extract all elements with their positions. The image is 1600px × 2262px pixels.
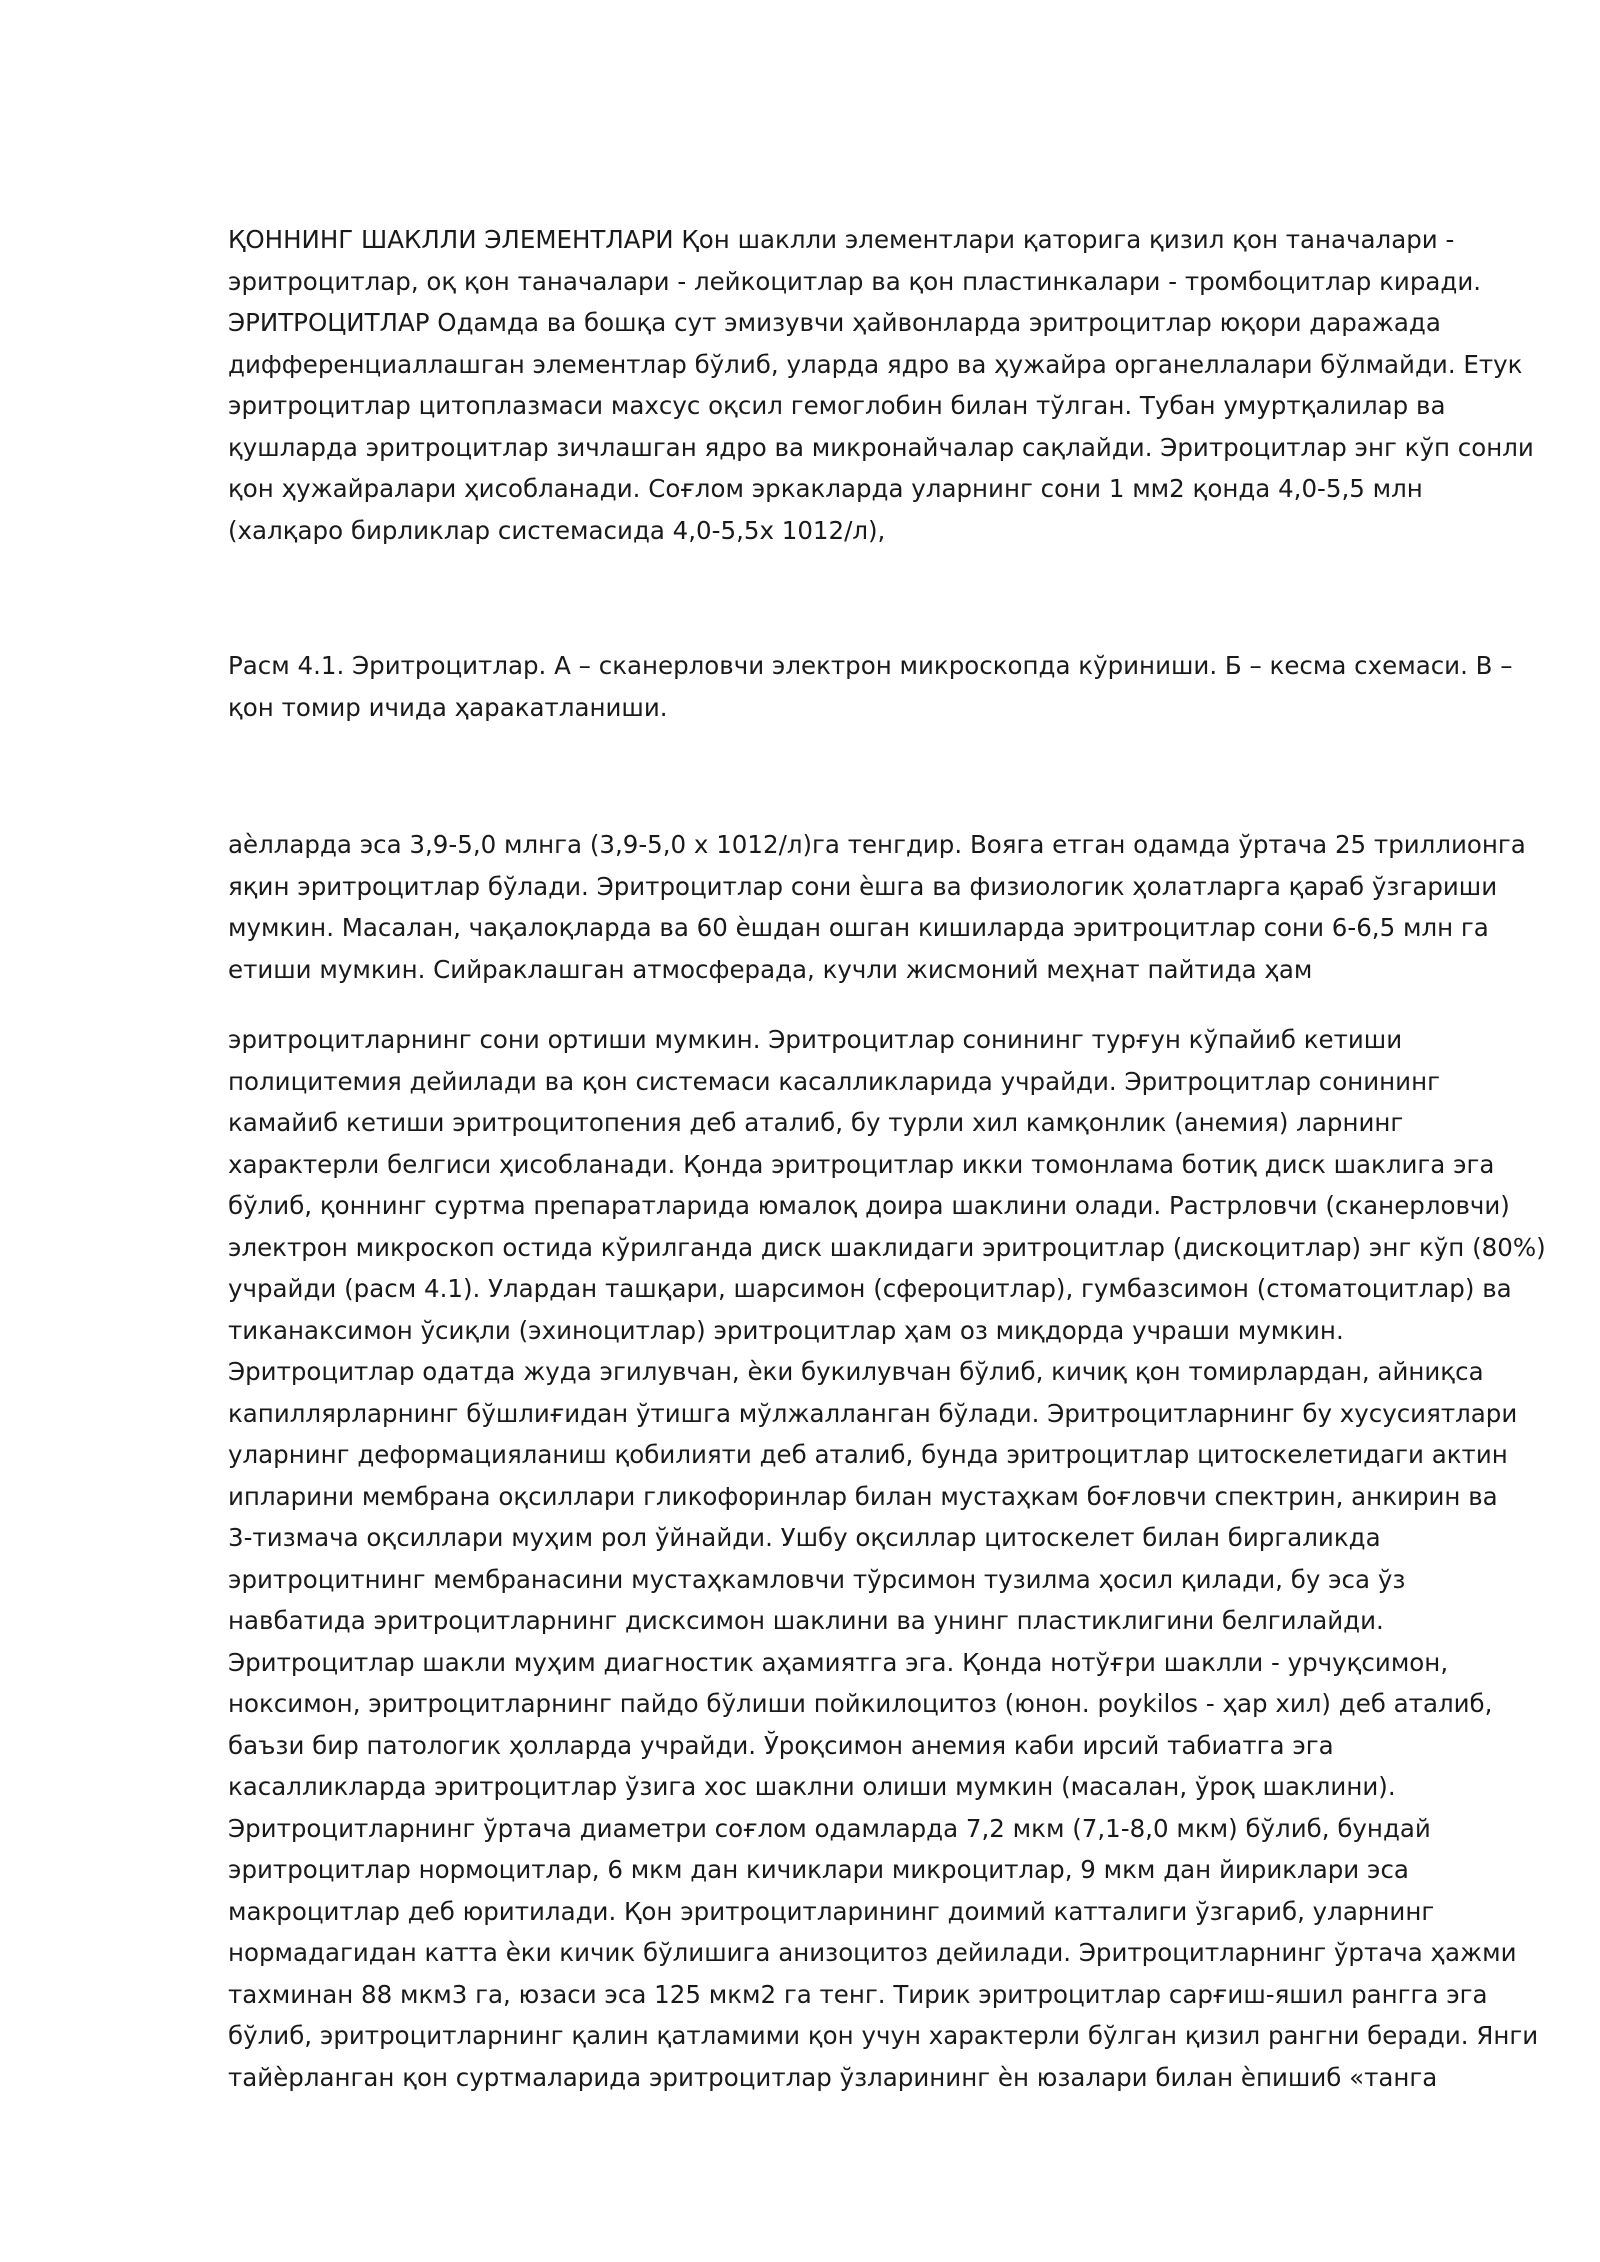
text-line: уларнинг деформацияланиш қобилияти деб аталиб, бунда эритроцитлар цитоскелетидаги актин (228, 1440, 1508, 1469)
text-line: Расм 4.1. Эритроцитлар. А – сканерловчи электрон микроскопда кўриниши. Б – кесма схемаси. В – (228, 651, 1513, 680)
text-line: (халқаро бирликлар системасида 4,0-5,5х 1012/л), (228, 515, 886, 545)
text-line: макроцитлар деб юритилади. Қон эритроцитларининг доимий катталиги ўзгариб, уларнинг (228, 1896, 1435, 1926)
text-line: бўлиб, эритроцитларнинг қалин қатламими қон учун характерли бўлган қизил рангни беради. Янги (228, 2021, 1539, 2050)
text-line: эритроцитлар цитоплазмаси махсус оқсил гемоглобин билан тўлган. Тубан умуртқалилар ва (228, 391, 1446, 420)
text-line: Эритроцитлар одатда жуда эгилувчан, ѐки букилувчан бўлиб, кичиқ қон томирлардан, айниқса (228, 1357, 1484, 1386)
text-line: учрайди (расм 4.1). Улардан ташқари, шарсимон (сфероцитлар), гумбазсимон (стоматоцитлар) ва (228, 1274, 1512, 1303)
text-line: тайѐрланган қон суртмаларида эритроцитлар ўзларининг ѐн юзалари билан ѐпишиб «танга (228, 2062, 1438, 2092)
text-line: ҚОННИНГ ШАКЛЛИ ЭЛЕМЕНТЛАРИ Қон шаклли элементлари қаторига қизил қон таначалари - (228, 225, 1455, 254)
text-line: полицитемия дейилади ва қон системаси касалликларида учрайди. Эритроцитлар сонининг (228, 1066, 1440, 1096)
text-line: ипларини мембрана оқсиллари гликофоринлар билан мустаҳкам боғловчи спектрин, анкирин ва (228, 1481, 1498, 1511)
paragraph-main-body (228, 1019, 1546, 2098)
text-line: нормадагидан катта ѐки кичик бўлишига анизоцитоз дейилади. Эритроцитларнинг ўртача ҳажми (228, 1938, 1517, 1967)
text-line: тахминан 88 мкм3 га, юзаси эса 125 мкм2 га тенг. Тирик эритроцитлар сарғиш-яшил рангга эга (228, 1979, 1488, 2009)
text-line: электрон микроскоп остида кўрилганда диск шаклидаги эритроцитлар (дискоцитлар) энг кўп (80%) (228, 1232, 1546, 1262)
text-line: эритроцитлар нормоцитлар, 6 мкм дан кичиклари микроцитлар, 9 мкм дан йириклари эса (228, 1855, 1409, 1884)
figure-caption (228, 645, 1513, 728)
text-line: қушларда эритроцитлар зичлашган ядро ва микронайчалар сақлайди. Эритроцитлар энг кўп сонли (228, 432, 1534, 462)
text-line: ЭРИТРОЦИТЛАР Одамда ва бошқа сут эмизувчи ҳайвонларда эритроцитлар юқори даражада (228, 308, 1441, 337)
text-line: мумкин. Масалан, чақалоқларда ва 60 ѐшдан ошган кишиларда эритроцитлар сони 6-6,5 млн га (228, 913, 1489, 942)
paragraph-intro (228, 219, 1534, 551)
text-line: эритроцитлар, оқ қон таначалари - лейкоцитлар ва қон пластинкалари - тромбоцитлар киради. (228, 266, 1482, 296)
text-line: навбатида эритроцитларнинг дисксимон шаклини ва унинг пластиклигини белгилайди. (228, 1606, 1384, 1635)
text-line: 3-тизмача оқсиллари муҳим рол ўйнайди. Ушбу оқсиллар цитоскелет билан биргаликда (228, 1523, 1381, 1552)
text-line: аѐлларда эса 3,9-5,0 млнга (3,9-5,0 х 1012/л)га тенгдир. Вояга етган одамда ўртача 25 триллионга (228, 830, 1526, 859)
text-line: тиканаксимон ўсиқли (эхиноцитлар) эритроцитлар ҳам оз миқдорда учраши мумкин. (228, 1315, 1344, 1345)
text-line: капиллярларнинг бўшлиғидан ўтишга мўлжалланган бўлади. Эритроцитларнинг бу хусусиятлари (228, 1398, 1518, 1428)
text-line: бўлиб, қоннинг суртма препаратларида юмалоқ доира шаклини олади. Растрловчи (сканерловчи) (228, 1191, 1510, 1220)
text-line: қон томир ичида ҳаракатланиши. (228, 692, 668, 722)
text-line: эритроцитларнинг сони ортиши мумкин. Эритроцитлар сонининг турғун кўпайиб кетиши (228, 1025, 1403, 1054)
text-line: Эритроцитлар шакли муҳим диагностик аҳамиятга эга. Қонда нотўғри шаклли - урчуқсимон, (228, 1647, 1449, 1677)
paragraph-continuation (228, 824, 1526, 990)
text-line: баъзи бир патологик ҳолларда учрайди. Ўроқсимон анемия каби ирсий табиатга эга (228, 1730, 1334, 1760)
text-line: характерли белгиси ҳисобланади. Қонда эритроцитлар икки томонлама ботиқ диск шаклига эга (228, 1149, 1495, 1179)
text-line: эритроцитнинг мембранасини мустаҳкамловчи тўрсимон тузилма ҳосил қилади, бу эса ўз (228, 1564, 1406, 1594)
text-line: камайиб кетиши эритроцитопения деб аталиб, бу турли хил камқонлик (анемия) ларнинг (228, 1108, 1404, 1137)
text-line: ноксимон, эритроцитларнинг пайдо бўлиши пойкилоцитоз (юнон. poykilos - ҳар хил) деб аталиб, (228, 1689, 1493, 1718)
text-line: яқин эритроцитлар бўлади. Эритроцитлар сони ѐшга ва физиологик ҳолатларга қараб ўзгариши (228, 871, 1498, 901)
text-line: дифференциаллашган элементлар бўлиб, уларда ядро ва ҳужайра органеллалари бўлмайди. Етук (228, 349, 1523, 379)
text-line: қон ҳужайралари ҳисобланади. Соғлом эркакларда уларнинг сони 1 мм2 қонда 4,0-5,5 млн (228, 474, 1423, 503)
text-line: Эритроцитларнинг ўртача диаметри соғлом одамларда 7,2 мкм (7,1-8,0 мкм) бўлиб, бундай (228, 1813, 1431, 1843)
text-line: касалликларда эритроцитлар ўзига хос шаклни олиши мумкин (масалан, ўроқ шаклини). (228, 1772, 1396, 1801)
text-line: етиши мумкин. Сийраклашган атмосферада, кучли жисмоний меҳнат пайтида ҳам (228, 954, 1313, 984)
